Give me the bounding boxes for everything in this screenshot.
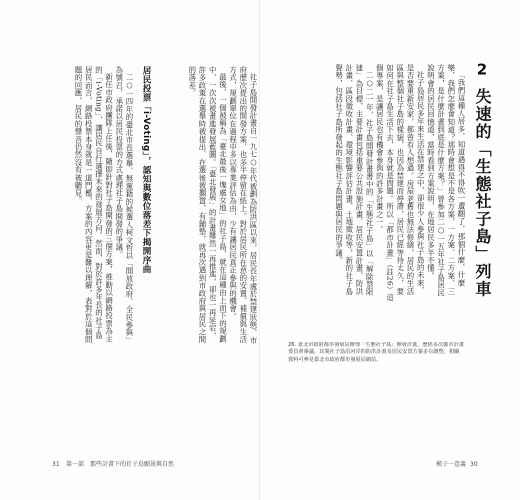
page-number: 31 [52, 461, 60, 468]
section-heading: 居民投票「i-Voting」，認知與數位落差下揭開序曲 [141, 66, 151, 274]
body-paragraph: 社子島開發計畫自一九七○年代被劃為防洪區以來，居民長年處於禁建狀態，市府歷次提出的開發方案，也多半停留在紙上。對於居民所在意的安置、補償與生活方式，規劃單位在過程中多以專業評估為由，少有讓居民真正參與的機會。 [228, 66, 258, 345]
chapter-heading [470, 62, 494, 312]
running-head: 楔子一意義 [436, 461, 467, 468]
body-paragraph: 最後，一個被稱為「臺北最後一塊處女地」的社子島，就在這種由上而下的規劃中，一次次被畫進發展藍圖。「臺北發展」的計畫雖然一再推進，卻也一再延宕，許多政策在選舉時被提出、在選後被擱置，有鋪墊，就再次遇到市政府與居民之間的落差。 [187, 66, 228, 344]
footnote: 26. 臺北市政府都市發展局辦理「生態社子島」開發計畫，歷經多次都市計畫委員會審議，其間社子島沿河岸的防洪計畫及居民安置方案多有調整，相關資料可參見臺北市政府都市發展局網站。 [288, 342, 464, 363]
right-page [260, 0, 520, 500]
left-page-section2-body [50, 66, 134, 346]
running-head: 第一部 那些計畫下的社子島願景與自然 [66, 461, 175, 468]
left-page-section1-body [154, 66, 258, 346]
body-paragraph: 「我們這種人居多，知道遇得不得吹一遭翻了，那個什麼、什麼樂，我們怎麼會知道？那時會想是不是各方案，一方案、二方案、三方案，是什麼計畫到底是什麼方案？」曾參加二○一五年社子島居民說明會的居民回憶道，當時看到方案說明，在地居民多半不懂。 [426, 64, 466, 297]
chapter-title: 失速的「生態社子島」列車 [473, 88, 492, 299]
body-paragraph: 二○一四年的臺北市長選舉，無黨籍的候選人柯文哲以「開放政府、全民參與」為號召，承諾以居民投票的方式處理社子島開發的爭議。 [114, 66, 134, 345]
right-page-body [296, 64, 466, 302]
chapter-number: 2 [476, 62, 488, 77]
page-number: 30 [470, 461, 478, 468]
body-paragraph: 社子島居民多年來生活在禁建之中，卻很少人參與社子島的未來，是否要重新安家，都曾有人想過。房屋老舊也無法修繕，居民的生活區與整個社子島的樣貌，也因為禁建而停滯，居民已經等待太久，要如何在社子島生活下去，本身就是問題。所以「都市計畫」（註26）這個專案，是讓居民也有機會參與的許多計畫之一。 [375, 64, 426, 302]
body-paragraph: 新任市政府團隊上任後，隨即針對社子島開發的三個方案，推動以網路投票為主的「i-Voting」，讓居民自行選擇未來的發展方向。然而，對於許多年長的社子島居民而言，網路投票本身就是一道門檻，方案的內容更是難以理解，表對於這個問題的回應，居民的聲音仍然沒有被聽見。 [73, 66, 114, 344]
body-paragraph: 二○二一年，社子島開發計畫書中的「生態社子島」以「解除禁限建」為目標，主要計畫包括重要公共設施計畫、居民安置計畫、防洪計畫、區段徵收計畫、環境影響評估計畫、土地徵收等，新的社子島聲勢，包括社子島所發起的生態社子島問題與居民的爭議。 [334, 64, 375, 297]
